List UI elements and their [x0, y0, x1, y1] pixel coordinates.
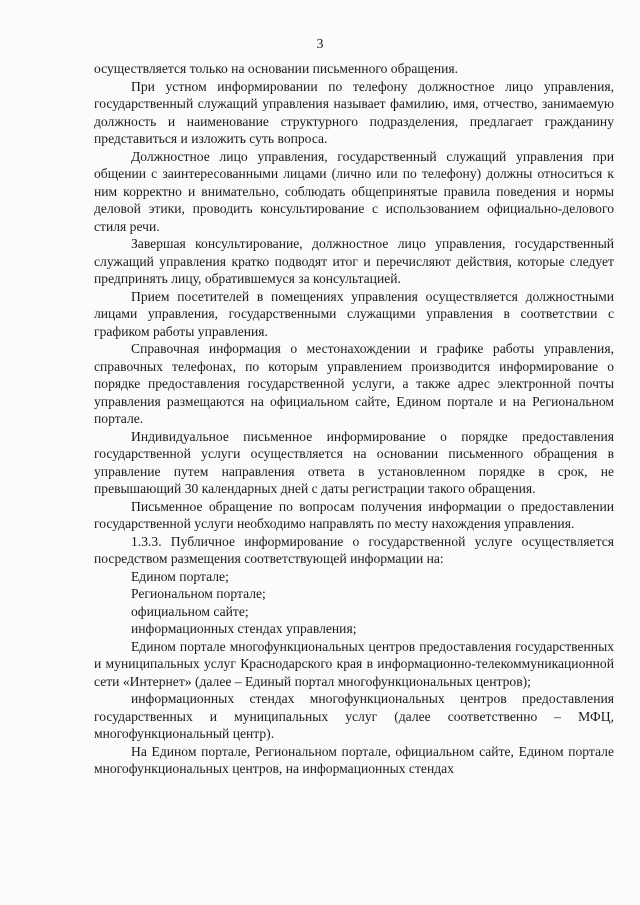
list-item: официальном сайте; — [131, 603, 249, 619]
paragraph-conduct: Должностное лицо управления, государственный служащий управления при общении с заинтересованными лицами (лично или по телефону) должны относиться к ним корректно и внимательно, соблюдать общепринятые правила поведения и нормы деловой этики, проводить консультирование с использованием официально-делового стиля речи. — [94, 148, 614, 234]
list-item: информационных стендах управления; — [131, 621, 357, 636]
paragraph-continuation: осуществляется только на основании письменного обращения. — [94, 61, 459, 76]
paragraph-mfc-portal: Едином портале многофункциональных центров предоставления государственных и муниципальных услуг Краснодарского края в информационно-телекоммуникационной сети «Интернет» (далее – Единый портал многофункциональных центров); — [94, 638, 614, 689]
page-number: 3 — [316, 37, 324, 52]
paragraph-public-info: 1.3.3. Публичное информирование о государственной услуге осуществляется посредством размещения соответствующей информации на: — [94, 533, 614, 566]
paragraph-mfc-stands: информационных стендах многофункциональных центров предоставления государственных и муниципальных услуг (далее соответственно – МФЦ, многофункциональный центр). — [94, 691, 614, 741]
paragraph-written-info: Индивидуальное письменное информирование о порядке предоставления государственной услуги осуществляется на основании письменного обращения в управление путем направления ответа в установленном порядке в срок, не превышающий 30 календарных дней с даты регистрации такого обращения. — [94, 428, 614, 496]
paragraph-reference-info: Справочная информация о местонахождении и графике работы управления, справочных телефонах, по которым управлением производится информирование о порядке предоставления государственной услуги, а также адрес электронной почты управления размещаются на официальном сайте, Едином портале и на Региональном портале. — [94, 341, 614, 426]
paragraph-consultation-end: Завершая консультирование, должностное лицо управления, государственный служащий управления кратко подводят итог и перечисляют действия, которые следует предпринять лицу, обратившемуся за консультацией. — [94, 236, 614, 286]
paragraph-publication: На Едином портале, Региональном портале, официальном сайте, Едином портале многофункциональных центров, на информационных стендах — [94, 743, 614, 776]
paragraph-written-request: Письменное обращение по вопросам получения информации о предоставлении государственной услуги необходимо направлять по месту нахождения управления. — [94, 498, 614, 531]
list-item: Региональном портале; — [131, 586, 266, 601]
paragraph-visitor-reception: Прием посетителей в помещениях управления осуществляется должностными лицами управления, государственными служащими управления в соответствии с графиком работы управления. — [94, 288, 614, 339]
list-item: Едином портале; — [131, 568, 229, 584]
document-body — [94, 60, 614, 778]
paragraph-phone-info: При устном информировании по телефону должностное лицо управления, государственный служащий управления называет фамилию, имя, отчество, занимаемую должность и наименование структурного подразделения, предлагает гражданину представиться и изложить суть вопроса. — [94, 78, 614, 146]
